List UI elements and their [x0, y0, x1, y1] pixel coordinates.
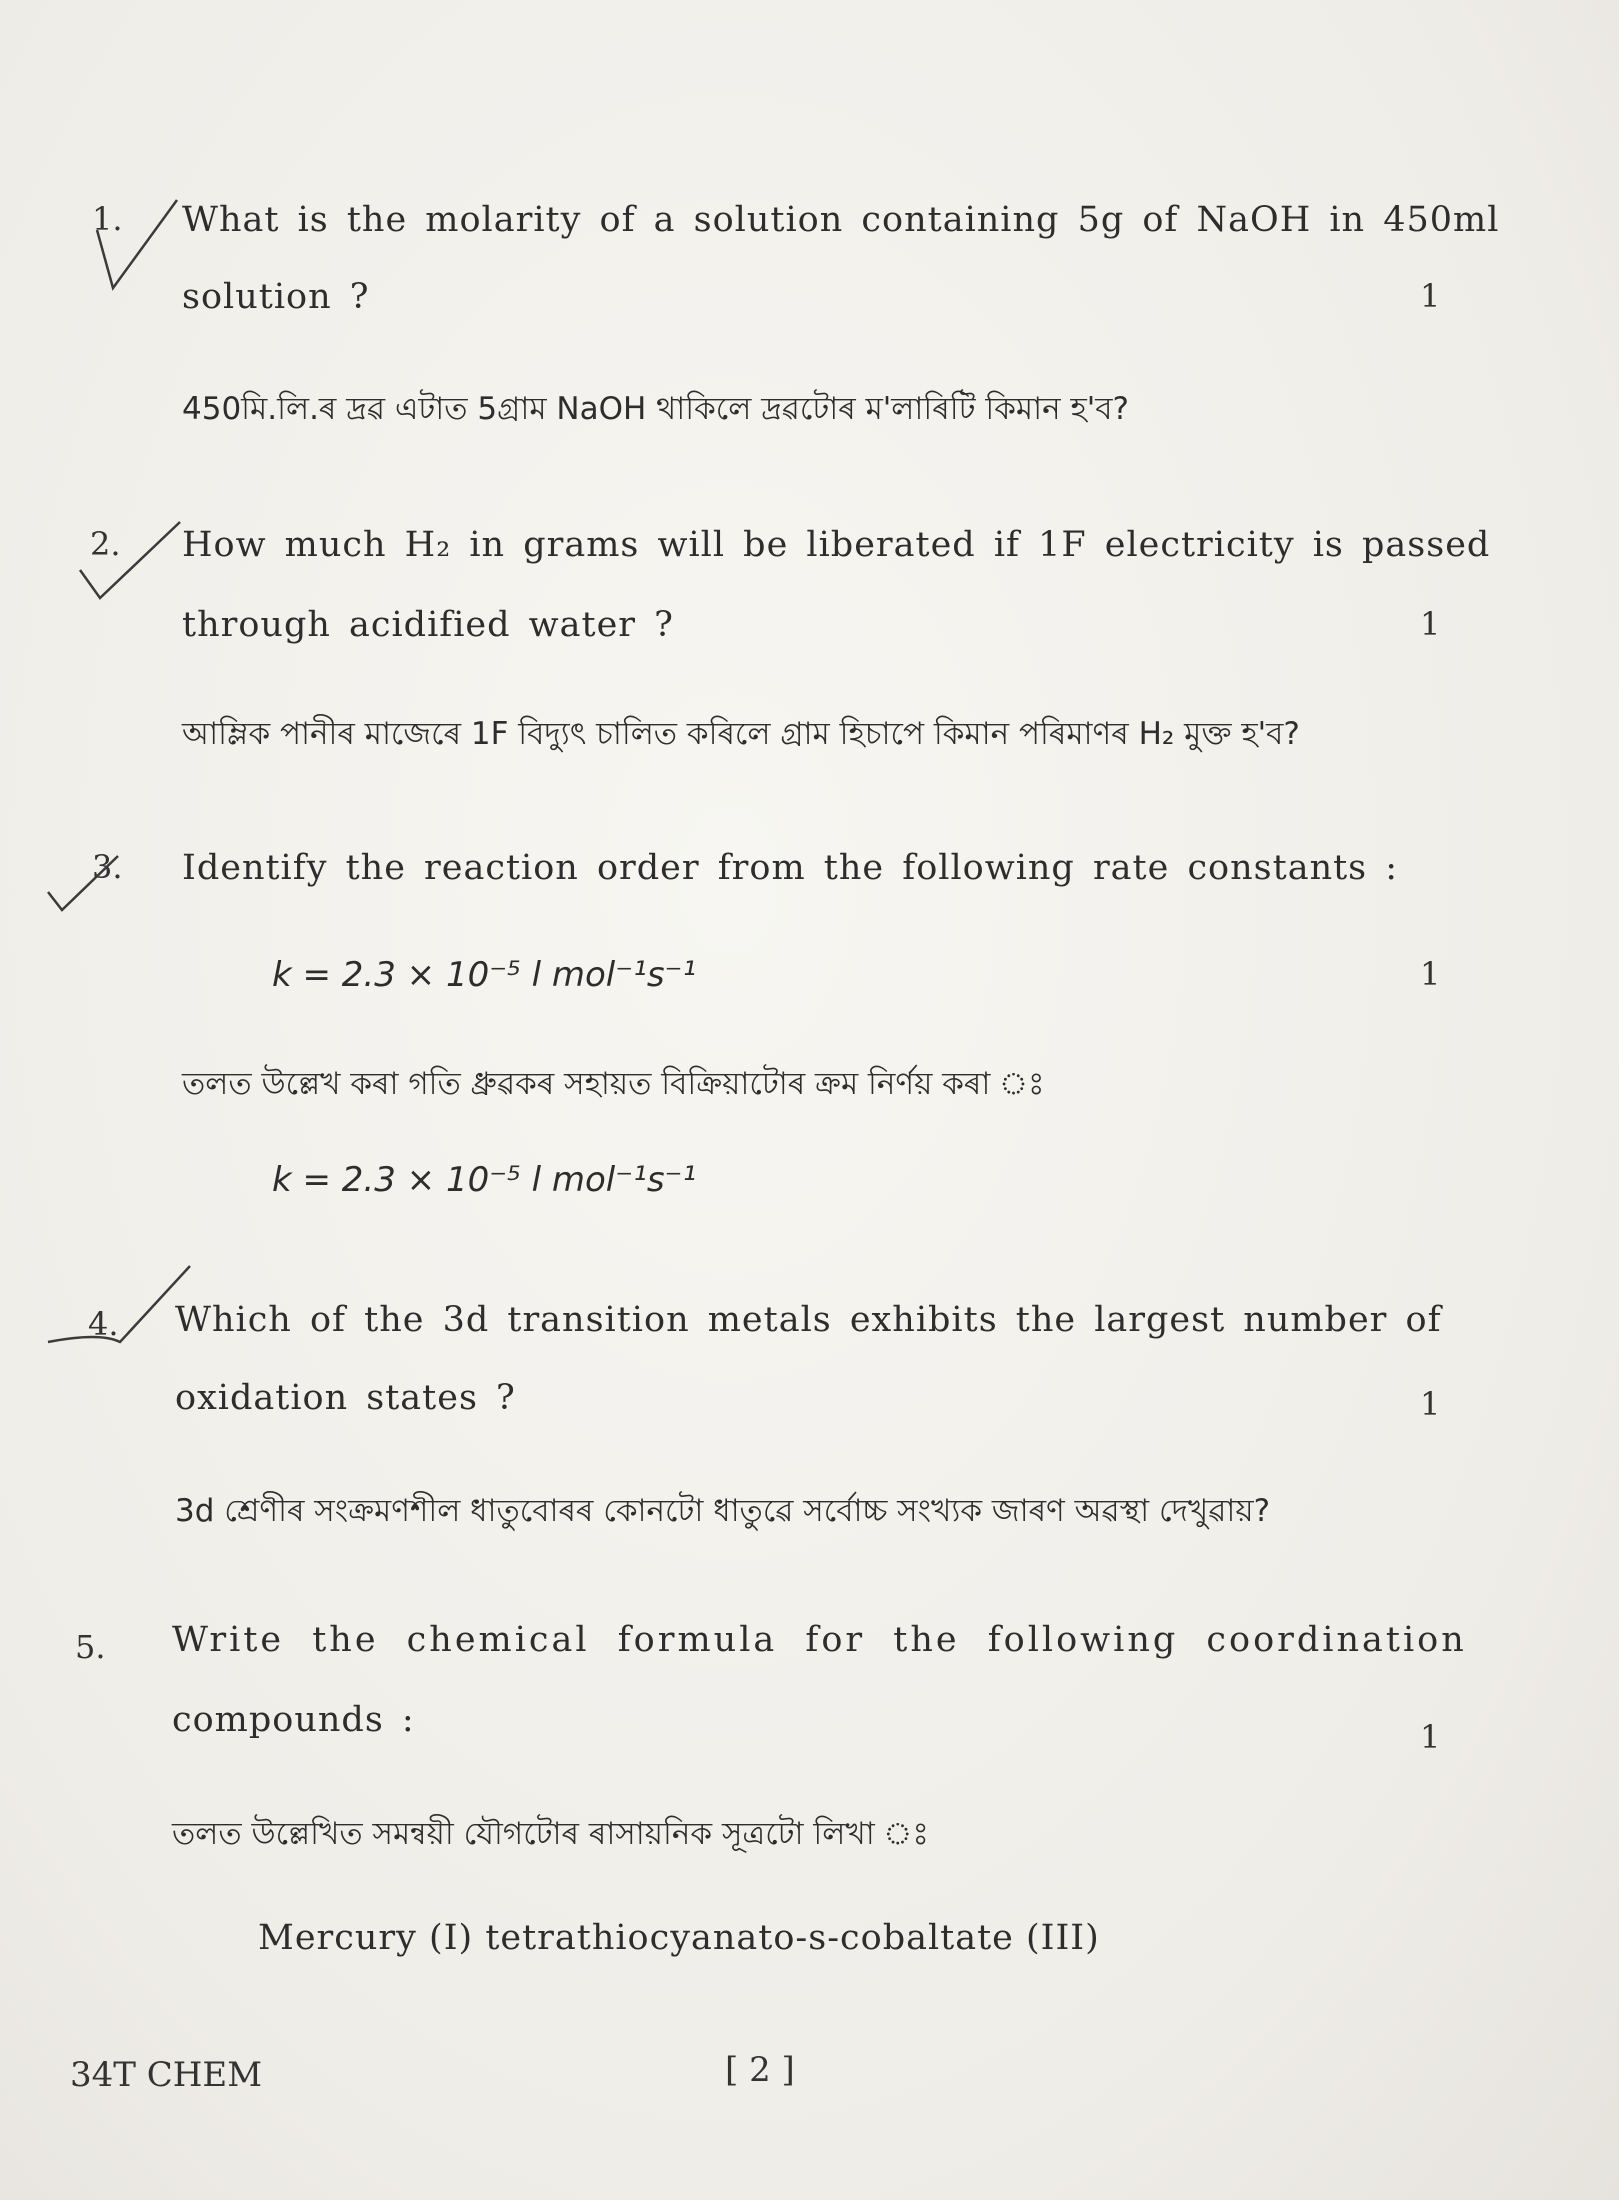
question-text-as: 450মি.লি.ৰ দ্ৰৱ এটাত 5গ্ৰাম NaOH থাকিলে দ্ৰৱটোৰ ম'লাৰিটি কিমান হ'ব?: [182, 391, 1129, 427]
question-text-as: তলত উল্লেখ কৰা গতি ধ্ৰুৱকৰ সহায়ত বিক্ৰিয়াটোৰ ক্ৰম নিৰ্ণয় কৰা ঃ: [182, 1066, 1045, 1102]
page-number: [ 2 ]: [725, 2050, 795, 2090]
check-mark-icon: [75, 190, 185, 300]
marks: 1: [1420, 955, 1441, 993]
marks: 1: [1420, 277, 1441, 315]
question-text-as: তলত উল্লেখিত সমন্বয়ী যৌগটোৰ ৰাসায়নিক সূত্ৰটো লিখা ঃ: [172, 1816, 929, 1852]
question-text-en: What is the molarity of a solution containing 5g of NaOH in 450ml: [182, 200, 1500, 240]
question-number: 1.: [92, 200, 123, 238]
rate-constant-formula: k = 2.3 × 10⁻⁵ l mol⁻¹s⁻¹: [272, 955, 697, 995]
check-mark-icon: [70, 510, 190, 610]
question-text-as: আম্লিক পানীৰ মাজেৰে 1F বিদ্যুৎ চালিত কৰিলে গ্ৰাম হিচাপে কিমান পৰিমাণৰ H₂ মুক্ত হ'ব?: [182, 716, 1300, 752]
question-text-en: How much H₂ in grams will be liberated if 1F electricity is passed: [182, 525, 1491, 565]
question-number: 5.: [75, 1628, 106, 1666]
compound-name: Mercury (I) tetrathiocyanato-s-cobaltate (III): [258, 1918, 1100, 1958]
question-text-as: 3d শ্ৰেণীৰ সংক্ৰমণশীল ধাতুবোৰৰ কোনটো ধাতুৱে সৰ্বোচ্চ সংখ্যক জাৰণ অৱস্থা দেখুৱায়?: [175, 1493, 1271, 1529]
question-text-en-cont: through acidified water ?: [182, 605, 674, 645]
marks: 1: [1420, 1718, 1441, 1756]
question-text-en-cont: oxidation states ?: [175, 1378, 516, 1418]
marks: 1: [1420, 605, 1441, 643]
question-text-en-cont: compounds :: [172, 1700, 415, 1740]
question-text-en: Identify the reaction order from the following rate constants :: [182, 848, 1399, 888]
question-number: 3.: [92, 848, 123, 886]
question-number: 2.: [90, 525, 121, 563]
paper-code: 34T CHEM: [70, 2055, 263, 2095]
question-text-en: Write the chemical formula for the following coordination: [172, 1620, 1467, 1660]
question-text-en-cont: solution ?: [182, 277, 370, 317]
rate-constant-formula-as: k = 2.3 × 10⁻⁵ l mol⁻¹s⁻¹: [272, 1160, 697, 1200]
marks: 1: [1420, 1385, 1441, 1423]
question-number: 4.: [88, 1305, 119, 1343]
check-mark-icon: [40, 850, 140, 920]
question-text-en: Which of the 3d transition metals exhibits the largest number of: [175, 1300, 1442, 1340]
